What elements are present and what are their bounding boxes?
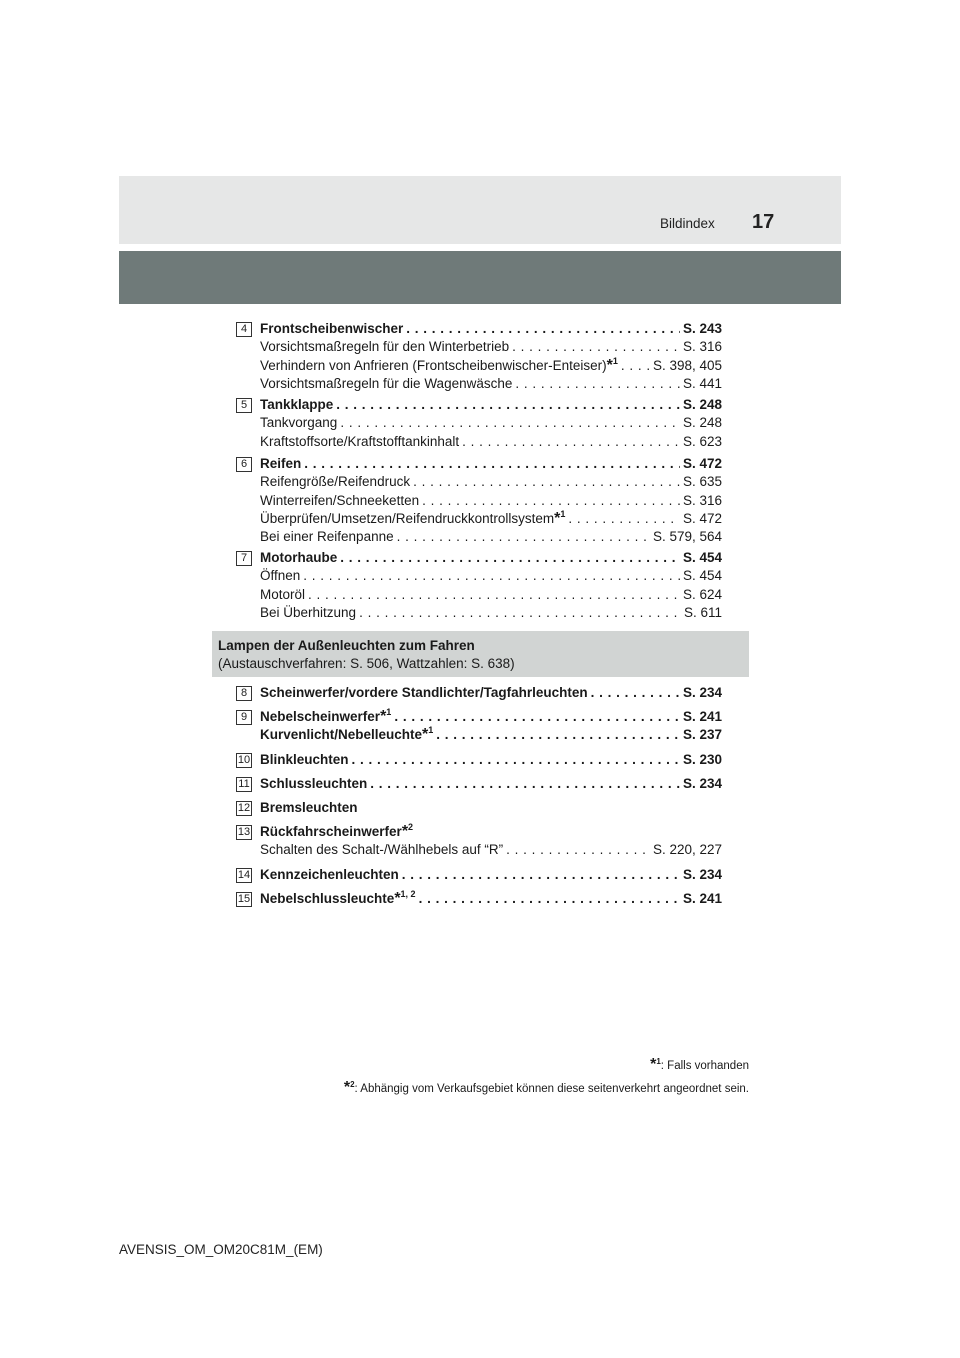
dot-leader (340, 550, 680, 565)
entry-line (260, 493, 722, 511)
footnote-text: : Falls vorhanden (660, 1060, 749, 1072)
document-code: AVENSIS_OM_OM20C81M_(EM) (119, 1242, 323, 1257)
asterisk-icon: * (650, 1056, 657, 1073)
entry-line (260, 321, 722, 339)
footnote-text: : Abhängig vom Verkaufsgebiet können diese seitenverkehrt angeordnet sein. (354, 1083, 749, 1095)
entry-line (260, 727, 722, 745)
page-reference: S. 243 (682, 321, 722, 336)
dot-leader (422, 493, 680, 508)
entry-label-text: Überprüfen/Umsetzen/Reifendruckkontrollsystem (260, 510, 555, 526)
page-reference: S. 472 (682, 456, 722, 471)
entry-label-text: Motorhaube (260, 550, 338, 565)
item-number-box: 7 (236, 551, 252, 566)
entry-label-text: Bei einer Reifenpanne (260, 529, 394, 545)
entry-label-text: Rückfahrscheinwerfer (260, 824, 402, 839)
banner-subtitle: (Austauschverfahren: S. 506, Wattzahlen: S. 638) (218, 656, 515, 671)
page-reference: S. 237 (682, 727, 722, 743)
dot-leader (512, 339, 680, 354)
entry-line (260, 529, 722, 547)
entry-line (260, 842, 722, 860)
header-bar (119, 176, 841, 244)
entry-label (260, 842, 503, 857)
entry-line (260, 891, 722, 909)
item-number-box: 9 (236, 710, 252, 725)
entry-label (260, 709, 391, 724)
entry-label-text: Verhindern von Anfrieren (Frontscheibenwischer-Enteiser) (260, 357, 607, 373)
dot-leader (370, 776, 680, 791)
footnote-mark: 1 (656, 1057, 661, 1066)
item-number-box: 6 (236, 457, 252, 472)
dot-leader (340, 415, 680, 430)
page-reference: S. 611 (683, 604, 722, 620)
entry-label (260, 355, 618, 374)
page-reference: S. 248 (682, 397, 722, 412)
entry-line (260, 508, 722, 529)
entry-label (260, 568, 300, 583)
dot-leader (303, 568, 680, 583)
page-reference: S. 316 (682, 492, 722, 508)
page-reference: S. 248 (682, 415, 722, 431)
entry-label-text: Schlussleuchten (260, 776, 368, 791)
dot-leader (413, 474, 680, 489)
item-number-box: 10 (237, 754, 251, 766)
page-reference: S. 398, 405 (652, 357, 722, 373)
footnote-ref: 2 (408, 822, 414, 832)
banner-title: Lampen der Außenleuchten zum Fahren (218, 638, 475, 653)
entry-label-text: Winterreifen/Schneeketten (260, 492, 420, 508)
dot-leader (304, 456, 680, 471)
dot-leader (515, 376, 680, 391)
footnote-ref: 1 (386, 707, 392, 717)
page-reference: S. 441 (682, 375, 722, 391)
footnote-ref: 1 (612, 355, 618, 366)
dot-leader (568, 511, 680, 526)
page-reference: S. 241 (682, 709, 722, 724)
entry-line (260, 474, 722, 492)
dot-leader (591, 685, 680, 700)
entry-label (260, 397, 333, 412)
page-reference: S. 241 (682, 891, 722, 906)
entry-label (260, 685, 588, 700)
entry-label-text: Frontscheibenwischer (260, 321, 404, 336)
dot-leader (506, 842, 650, 857)
entry-label (260, 321, 403, 336)
page-reference: S. 230 (682, 752, 722, 767)
entry-line (260, 605, 722, 623)
dot-leader (394, 709, 680, 724)
header-band (119, 251, 841, 304)
entry-line (260, 824, 722, 842)
entry-label (260, 415, 337, 430)
footnote-ref: 1 (428, 725, 434, 736)
page-reference: S. 579, 564 (652, 529, 722, 545)
footnote-ref: 1 (560, 508, 566, 519)
section-title: Bildindex (660, 216, 715, 231)
entry-label-text: Bremsleuchten (260, 800, 358, 815)
entry-label (260, 800, 358, 815)
dot-leader (462, 434, 680, 449)
entry-label-text: Reifen (260, 456, 302, 471)
entry-label (260, 891, 416, 906)
entry-label (260, 867, 399, 882)
entry-line (260, 587, 722, 605)
item-number-box: 4 (236, 322, 252, 337)
entry-label-text: Bei Überhitzung (260, 604, 357, 620)
footnote-2 (343, 1079, 749, 1096)
item-number-box: 11 (236, 777, 252, 792)
page-reference: S. 234 (682, 685, 722, 700)
dot-leader (359, 605, 681, 620)
page-reference: S. 220, 227 (652, 842, 722, 858)
entry-line (260, 376, 722, 394)
item-number-box: 14 (237, 869, 251, 881)
page-reference: S. 234 (682, 867, 722, 882)
asterisk-icon: * (380, 708, 387, 725)
dot-leader (406, 321, 680, 336)
entry-label (260, 434, 459, 449)
footnote-1 (650, 1056, 749, 1073)
page-reference: S. 472 (682, 510, 722, 526)
dot-leader (436, 727, 680, 742)
entry-line (260, 752, 722, 770)
page-reference: S. 623 (682, 433, 722, 449)
dot-leader (352, 752, 680, 767)
entry-label-text: Kennzeichenleuchten (260, 867, 399, 882)
entry-label-text: Schalten des Schalt-/Wählhebels auf “R” (260, 842, 504, 858)
entry-label-text: Blinkleuchten (260, 752, 349, 767)
entry-label (260, 376, 512, 391)
entry-label (260, 456, 301, 471)
asterisk-icon: * (606, 356, 613, 374)
entry-label-text: Motoröl (260, 586, 306, 602)
asterisk-icon: * (343, 1079, 351, 1096)
asterisk-icon: * (554, 509, 561, 527)
entry-label (260, 529, 394, 544)
entry-label-text: Tankvorgang (260, 415, 338, 431)
dot-leader (336, 397, 680, 412)
page-reference: S. 454 (682, 568, 722, 584)
entry-label (260, 493, 419, 508)
dot-leader (402, 867, 680, 882)
page-reference: S. 316 (682, 339, 722, 355)
item-number-box: 5 (236, 398, 252, 413)
footnote-ref: 1, 2 (400, 889, 416, 899)
entry-line (260, 456, 722, 474)
page-reference: S. 635 (682, 474, 722, 490)
entry-line (260, 709, 722, 727)
entry-line (260, 434, 722, 452)
entry-label-text: Kurvenlicht/Nebelleuchte (260, 727, 423, 743)
page-reference: S. 234 (682, 776, 722, 791)
entry-line (260, 800, 722, 818)
entry-label (260, 752, 349, 767)
asterisk-icon: * (422, 726, 429, 744)
entry-line (260, 339, 722, 357)
item-number-box: 15 (237, 893, 251, 905)
dot-leader (621, 358, 650, 373)
page-reference: S. 624 (682, 586, 722, 602)
entry-label-text: Nebelscheinwerfer (260, 709, 381, 724)
entry-label-text: Scheinwerfer/vordere Standlichter/Tagfahrleuchten (260, 685, 588, 700)
dot-leader (397, 529, 650, 544)
entry-label (260, 474, 410, 489)
entry-label (260, 605, 356, 620)
entry-label (260, 339, 509, 354)
asterisk-icon: * (401, 823, 409, 840)
entry-line (260, 397, 722, 415)
entry-line (260, 415, 722, 433)
asterisk-icon: * (394, 890, 401, 907)
entry-line (260, 867, 722, 885)
entry-label-text: Kraftstoffsorte/Kraftstofftankinhalt (260, 433, 460, 449)
page-number: 17 (752, 211, 775, 233)
entry-label (260, 776, 367, 791)
dot-leader (419, 891, 680, 906)
page-reference: S. 454 (682, 550, 722, 565)
entry-label-text: Nebelschlussleuchte (260, 891, 395, 906)
entry-line (260, 685, 722, 703)
entry-line (260, 550, 722, 568)
item-number-box: 8 (236, 686, 252, 701)
entry-label (260, 508, 566, 527)
item-number-box: 12 (237, 802, 251, 814)
footnote-mark: 2 (350, 1080, 355, 1089)
dot-leader (308, 587, 680, 602)
entry-label-text: Vorsichtsmaßregeln für den Winterbetrieb (260, 339, 510, 355)
entry-label (260, 824, 413, 839)
entry-label-text: Reifengröße/Reifendruck (260, 474, 411, 490)
entry-label-text: Tankklappe (260, 397, 334, 412)
entry-label-text: Öffnen (260, 568, 301, 584)
entry-line (260, 776, 722, 794)
section-banner (212, 631, 749, 677)
entry-label-text: Vorsichtsmaßregeln für die Wagenwäsche (260, 375, 513, 391)
entry-label (260, 550, 337, 565)
entry-line (260, 355, 722, 376)
entry-line (260, 568, 722, 586)
entry-label (260, 727, 433, 742)
item-number-box: 13 (237, 826, 251, 838)
entry-label (260, 587, 305, 602)
